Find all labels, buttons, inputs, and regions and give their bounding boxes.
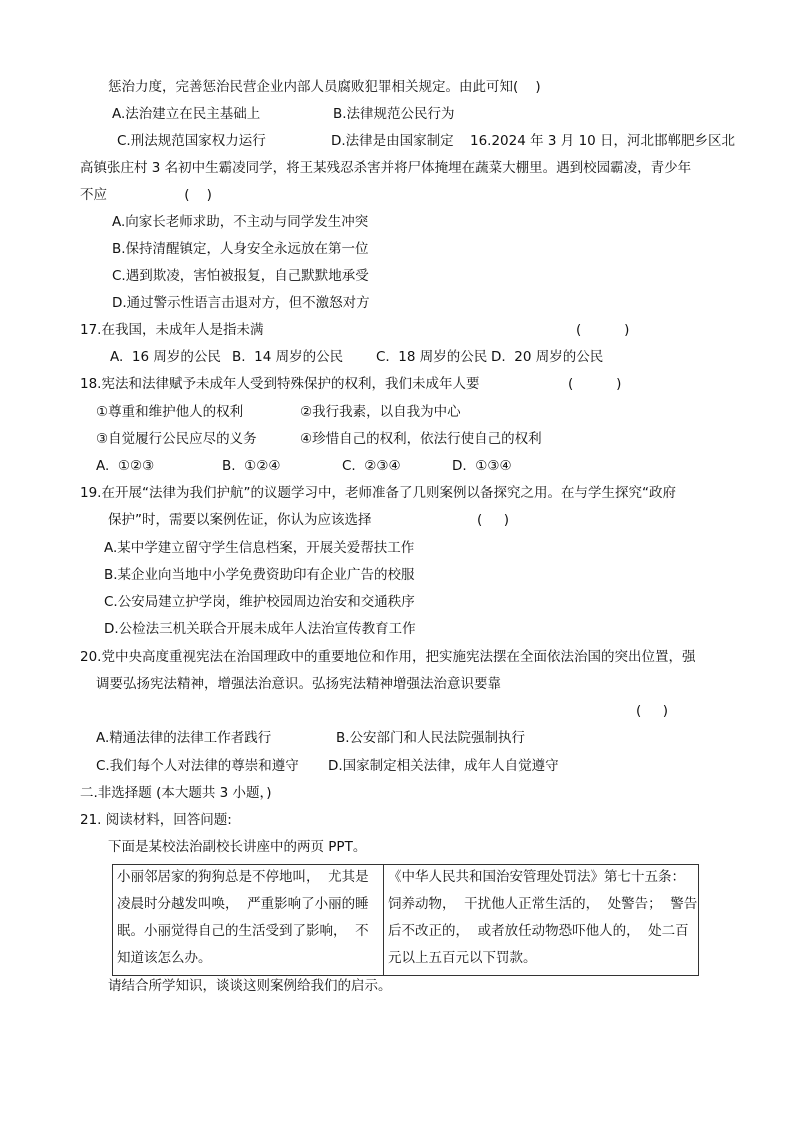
cell-line: 《中华人民共和国治安管理处罚法》第七十五条： bbox=[388, 869, 685, 885]
option-d: D.公检法三机关联合开展未成年人法治宣传教育工作 bbox=[104, 621, 416, 637]
cell-line: 饲养动物， 干扰他人正常生活的， 处警告； 警告 bbox=[388, 896, 698, 912]
q16-stem: 不应 ( ) bbox=[80, 187, 212, 203]
option-a: A. ①②③ bbox=[96, 458, 155, 474]
option-c: C.我们每个人对法律的尊崇和遵守 bbox=[96, 758, 299, 774]
cell-line: 眠。小丽觉得自己的生活受到了影响， 不 bbox=[117, 923, 369, 939]
option-a: A.向家长老师求助，不主动与同学发生冲突 bbox=[112, 214, 369, 230]
cell-line: 知道该怎么办。 bbox=[117, 950, 212, 966]
option-b: B.某企业向当地中小学免费资助印有企业广告的校服 bbox=[104, 567, 415, 583]
option-a: A.某中学建立留守学生信息档案，开展关爱帮扶工作 bbox=[104, 540, 415, 556]
option-d: D. ①③④ bbox=[452, 458, 512, 474]
q20-stem: 调要弘扬宪法精神，增强法治意识。弘扬宪法精神增强法治意识要靠 bbox=[96, 676, 501, 692]
cell-line: 后不改正的， 或者放任动物恐吓他人的， 处二百 bbox=[388, 923, 689, 939]
ppt-left-cell bbox=[113, 865, 384, 975]
option-b: B.法律规范公民行为 bbox=[333, 106, 455, 122]
q16-stem: 16.2024 年 3 月 10 日，河北邯郸肥乡区北 bbox=[470, 133, 736, 149]
option-c: C. ②③④ bbox=[342, 458, 401, 474]
q16-tail-line: 惩治力度，完善惩治民营企业内部人员腐败犯罪相关规定。由此可知( ) bbox=[108, 79, 541, 95]
q18-item: ①尊重和维护他人的权利 bbox=[96, 404, 244, 420]
q19-stem: 保护”时，需要以案例佐证，你认为应该选择 bbox=[108, 512, 372, 528]
ppt-right-cell bbox=[384, 865, 698, 975]
q21-stem: 21. 阅读材料，回答问题: bbox=[80, 812, 232, 828]
q21-intro: 下面是某校法治副校长讲座中的两页 PPT。 bbox=[108, 839, 367, 855]
option-a: A. 16 周岁的公民 bbox=[110, 349, 221, 365]
q17-stem: 17.在我国，未成年人是指未满 bbox=[80, 322, 264, 338]
q18-item: ③自觉履行公民应尽的义务 bbox=[96, 431, 257, 447]
cell-line: 小丽邻居家的狗狗总是不停地叫， 尤其是 bbox=[117, 869, 369, 885]
option-a: A.法治建立在民主基础上 bbox=[112, 106, 261, 122]
option-c: C.刑法规范国家权力运行 bbox=[117, 133, 266, 149]
section-heading: 二.非选择题 (本大题共 3 小题，) bbox=[80, 785, 272, 801]
answer-paren: ( ) bbox=[576, 322, 630, 338]
ppt-table bbox=[112, 864, 699, 976]
q18-item: ②我行我素，以自我为中心 bbox=[300, 404, 461, 420]
option-b: B.保持清醒镇定，人身安全永远放在第一位 bbox=[112, 241, 369, 257]
cell-line: 凌晨时分越发叫唤， 严重影响了小丽的睡 bbox=[117, 896, 369, 912]
cell-line: 元以上五百元以下罚款。 bbox=[388, 950, 537, 966]
q18-stem: 18.宪法和法律赋予未成年人受到特殊保护的权利，我们未成年人要 bbox=[80, 376, 480, 392]
answer-paren: ( ) bbox=[636, 703, 668, 719]
option-d: D.通过警示性语言击退对方，但不激怒对方 bbox=[112, 295, 370, 311]
option-d: D.国家制定相关法律，成年人自觉遵守 bbox=[328, 758, 559, 774]
q18-item: ④珍惜自己的权利，依法行使自己的权利 bbox=[300, 431, 542, 447]
answer-paren: ( ) bbox=[477, 512, 509, 528]
option-d: D.法律是由国家制定 bbox=[331, 133, 454, 149]
option-b: B. ①②④ bbox=[222, 458, 281, 474]
option-b: B.公安部门和人民法院强制执行 bbox=[336, 730, 526, 746]
option-c: C.公安局建立护学岗，维护校园周边治安和交通秩序 bbox=[104, 594, 415, 610]
q20-stem: 20.党中央高度重视宪法在治国理政中的重要地位和作用，把实施宪法摆在全面依法治国的突出位置，强 bbox=[80, 649, 696, 665]
option-b: B. 14 周岁的公民 bbox=[232, 349, 344, 365]
option-a: A.精通法律的法律工作者践行 bbox=[96, 730, 272, 746]
answer-paren: ( ) bbox=[568, 376, 622, 392]
q19-stem: 19.在开展“法律为我们护航”的议题学习中，老师准备了几则案例以备探究之用。在与学生探究“政府 bbox=[80, 485, 676, 501]
q16-stem: 高镇张庄村 3 名初中生霸凌同学，将王某残忍杀害并将尸体掩埋在蔬菜大棚里。遇到校园霸凌，青少年 bbox=[80, 160, 692, 176]
option-d: D. 20 周岁的公民 bbox=[491, 349, 604, 365]
q21-question: 请结合所学知识，谈谈这则案例给我们的启示。 bbox=[108, 978, 392, 994]
option-c: C. 18 周岁的公民 bbox=[376, 349, 488, 365]
option-c: C.遇到欺凌，害怕被报复，自己默默地承受 bbox=[112, 268, 369, 284]
